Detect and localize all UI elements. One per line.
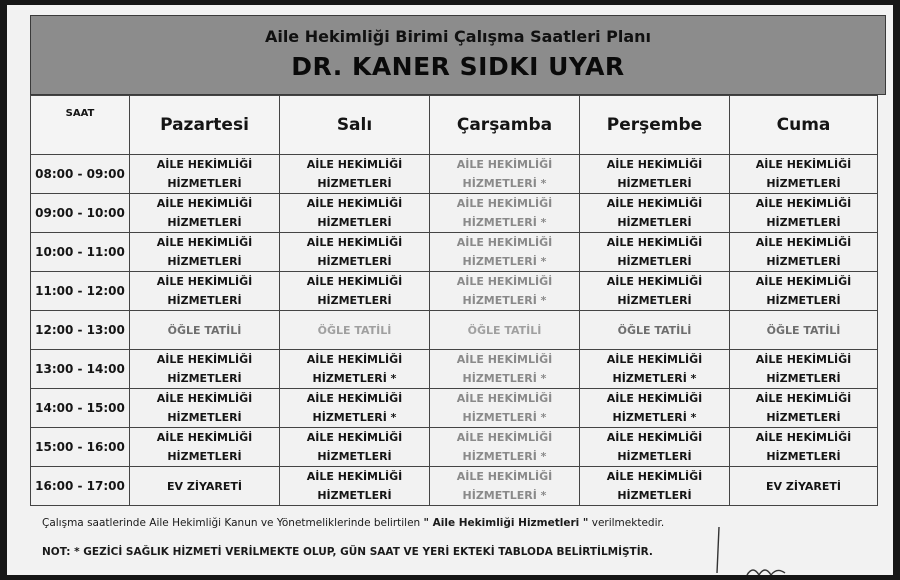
footer-statement [42,517,664,529]
schedule-cell [280,194,430,233]
schedule-table [30,95,878,506]
cell-line: HİZMETLERİ [766,450,841,463]
cell-line: AİLE HEKİMLİĞİ [755,431,852,444]
cell-line: HİZMETLERİ [167,216,242,229]
cell-line: HİZMETLERİ [317,294,392,307]
cell-line: HİZMETLERİ [617,216,692,229]
cell-line: AİLE HEKİMLİĞİ [306,353,403,366]
footer-text: Çalışma saatlerinde Aile Hekimliği Kanun ve Yönetmeliklerinde belirtilen [42,517,424,529]
cell-line: AİLE HEKİMLİĞİ [606,470,703,483]
cell-line: EV ZİYARETİ [167,479,242,493]
schedule-cell [280,233,430,272]
schedule-cell [430,389,580,428]
table-row [31,311,878,350]
table-row [31,233,878,272]
cell-line: HİZMETLERİ [317,177,392,190]
footer-text-end: verilmektedir. [588,517,665,529]
schedule-cell [580,155,730,194]
cell-line: AİLE HEKİMLİĞİ [156,353,253,366]
schedule-cell [730,194,878,233]
table-row [31,428,878,467]
cell-line: AİLE HEKİMLİĞİ [156,197,253,210]
cell-line: AİLE HEKİMLİĞİ [456,431,553,444]
cell-line: HİZMETLERİ * [612,411,697,424]
time-slot: 11:00 - 12:00 [31,272,130,311]
schedule-cell [430,155,580,194]
time-slot: 13:00 - 14:00 [31,350,130,389]
cell-line: AİLE HEKİMLİĞİ [755,197,852,210]
cell-line: HİZMETLERİ [617,450,692,463]
cell-line: AİLE HEKİMLİĞİ [755,158,852,171]
schedule-cell [280,272,430,311]
schedule-cell [130,233,280,272]
footer-bold-text: " Aile Hekimliği Hizmetleri " [423,517,589,529]
schedule-cell [430,233,580,272]
column-header-time: SAAT [31,96,130,155]
cell-line: HİZMETLERİ [766,411,841,424]
schedule-cell [130,428,280,467]
cell-line: HİZMETLERİ [317,216,392,229]
cell-line: HİZMETLERİ [317,489,392,502]
cell-line: HİZMETLERİ * [462,372,547,385]
schedule-cell [280,467,430,506]
schedule-cell [730,272,878,311]
cell-line: HİZMETLERİ [617,294,692,307]
cell-line: HİZMETLERİ * [462,294,547,307]
table-row [31,194,878,233]
cell-line: AİLE HEKİMLİĞİ [156,275,253,288]
cell-line: HİZMETLERİ * [312,411,397,424]
table-header-row [31,96,878,155]
cell-line: AİLE HEKİMLİĞİ [606,275,703,288]
column-header-day: Çarşamba [430,96,580,155]
schedule-cell [730,389,878,428]
cell-line: HİZMETLERİ [766,177,841,190]
cell-line: AİLE HEKİMLİĞİ [456,470,553,483]
column-header-day: Salı [280,96,430,155]
cell-line: AİLE HEKİMLİĞİ [306,158,403,171]
cell-line: ÖĞLE TATİLİ [167,323,242,337]
schedule-cell [280,311,430,350]
schedule-cell [730,155,878,194]
schedule-cell [130,194,280,233]
cell-line: HİZMETLERİ [167,255,242,268]
cell-line: AİLE HEKİMLİĞİ [456,275,553,288]
cell-line: AİLE HEKİMLİĞİ [306,431,403,444]
cell-line: HİZMETLERİ [766,255,841,268]
cell-line: AİLE HEKİMLİĞİ [606,197,703,210]
cell-line: AİLE HEKİMLİĞİ [456,236,553,249]
schedule-cell [730,311,878,350]
schedule-cell [580,389,730,428]
schedule-cell [730,428,878,467]
cell-line: AİLE HEKİMLİĞİ [306,275,403,288]
schedule-cell [580,350,730,389]
cell-line: AİLE HEKİMLİĞİ [306,470,403,483]
cell-line: ÖĞLE TATİLİ [467,323,542,337]
schedule-cell [430,467,580,506]
cell-line: ÖĞLE TATİLİ [317,323,392,337]
schedule-cell [730,350,878,389]
cell-line: HİZMETLERİ * [462,255,547,268]
schedule-cell [130,272,280,311]
cell-line: HİZMETLERİ [766,216,841,229]
cell-line: HİZMETLERİ [617,177,692,190]
schedule-cell [580,311,730,350]
schedule-cell [130,311,280,350]
cell-line: AİLE HEKİMLİĞİ [606,236,703,249]
cell-line: ÖĞLE TATİLİ [766,323,841,337]
cell-line: HİZMETLERİ * [612,372,697,385]
cell-line: HİZMETLERİ [766,372,841,385]
cell-line: AİLE HEKİMLİĞİ [306,392,403,405]
cell-line: AİLE HEKİMLİĞİ [156,158,253,171]
cell-line: HİZMETLERİ * [462,411,547,424]
time-slot: 12:00 - 13:00 [31,311,130,350]
schedule-cell [430,311,580,350]
plan-subtitle: Aile Hekimliği Birimi Çalışma Saatleri Planı [264,27,652,46]
time-slot: 09:00 - 10:00 [31,194,130,233]
schedule-body [31,155,878,506]
cell-line: AİLE HEKİMLİĞİ [755,236,852,249]
column-header-day: Pazartesi [130,96,280,155]
header-banner [30,15,886,95]
cell-line: HİZMETLERİ * [462,177,547,190]
schedule-cell [130,155,280,194]
schedule-cell [730,467,878,506]
cell-line: HİZMETLERİ [317,450,392,463]
column-header-day: Perşembe [580,96,730,155]
table-row [31,272,878,311]
cell-line: AİLE HEKİMLİĞİ [306,197,403,210]
cell-line: AİLE HEKİMLİĞİ [755,353,852,366]
schedule-cell [280,428,430,467]
schedule-cell [580,428,730,467]
document-sheet [7,5,893,575]
cell-line: HİZMETLERİ [167,177,242,190]
schedule-cell [730,233,878,272]
schedule-cell [280,389,430,428]
cell-line: HİZMETLERİ * [312,372,397,385]
table-row [31,389,878,428]
schedule-cell [130,389,280,428]
cell-line: ÖĞLE TATİLİ [617,323,692,337]
cell-line: HİZMETLERİ * [462,489,547,502]
cell-line: HİZMETLERİ [167,294,242,307]
cell-line: HİZMETLERİ [167,372,242,385]
cell-line: AİLE HEKİMLİĞİ [156,236,253,249]
schedule-cell [130,467,280,506]
cell-line: AİLE HEKİMLİĞİ [456,158,553,171]
cell-line: HİZMETLERİ [167,450,242,463]
time-slot: 16:00 - 17:00 [31,467,130,506]
time-slot: 14:00 - 15:00 [31,389,130,428]
cell-line: AİLE HEKİMLİĞİ [456,392,553,405]
table-row [31,467,878,506]
schedule-cell [280,350,430,389]
table-row [31,350,878,389]
cell-line: HİZMETLERİ [617,255,692,268]
cell-line: HİZMETLERİ [317,255,392,268]
cell-line: HİZMETLERİ [617,489,692,502]
cell-line: HİZMETLERİ [167,411,242,424]
time-slot: 15:00 - 16:00 [31,428,130,467]
cell-line: AİLE HEKİMLİĞİ [456,353,553,366]
cell-line: AİLE HEKİMLİĞİ [755,392,852,405]
cell-line: AİLE HEKİMLİĞİ [755,275,852,288]
cell-line: AİLE HEKİMLİĞİ [156,431,253,444]
schedule-cell [580,233,730,272]
cell-line: EV ZİYARETİ [766,479,841,493]
cell-line: HİZMETLERİ * [462,450,547,463]
schedule-cell [580,467,730,506]
schedule-document [30,15,886,506]
cell-line: AİLE HEKİMLİĞİ [606,392,703,405]
column-header-day: Cuma [730,96,878,155]
cell-line: AİLE HEKİMLİĞİ [456,197,553,210]
schedule-cell [430,272,580,311]
cell-line: AİLE HEKİMLİĞİ [606,158,703,171]
doctor-name: DR. KANER SIDKI UYAR [291,52,625,81]
schedule-cell [430,350,580,389]
schedule-cell [430,428,580,467]
cell-line: HİZMETLERİ * [462,216,547,229]
time-slot: 08:00 - 09:00 [31,155,130,194]
cell-line: AİLE HEKİMLİĞİ [156,392,253,405]
cell-line: AİLE HEKİMLİĞİ [606,431,703,444]
time-slot: 10:00 - 11:00 [31,233,130,272]
cell-line: AİLE HEKİMLİĞİ [606,353,703,366]
signature-mark [707,525,827,575]
table-row [31,155,878,194]
schedule-cell [130,350,280,389]
schedule-cell [430,194,580,233]
schedule-cell [580,272,730,311]
cell-line: AİLE HEKİMLİĞİ [306,236,403,249]
footer-note: NOT: * GEZİCİ SAĞLIK HİZMETİ VERİLMEKTE OLUP, GÜN SAAT VE YERİ EKTEKİ TABLODA BELİRTİLMİŞTİR. [42,546,653,558]
cell-line: HİZMETLERİ [766,294,841,307]
schedule-cell [580,194,730,233]
schedule-cell [280,155,430,194]
